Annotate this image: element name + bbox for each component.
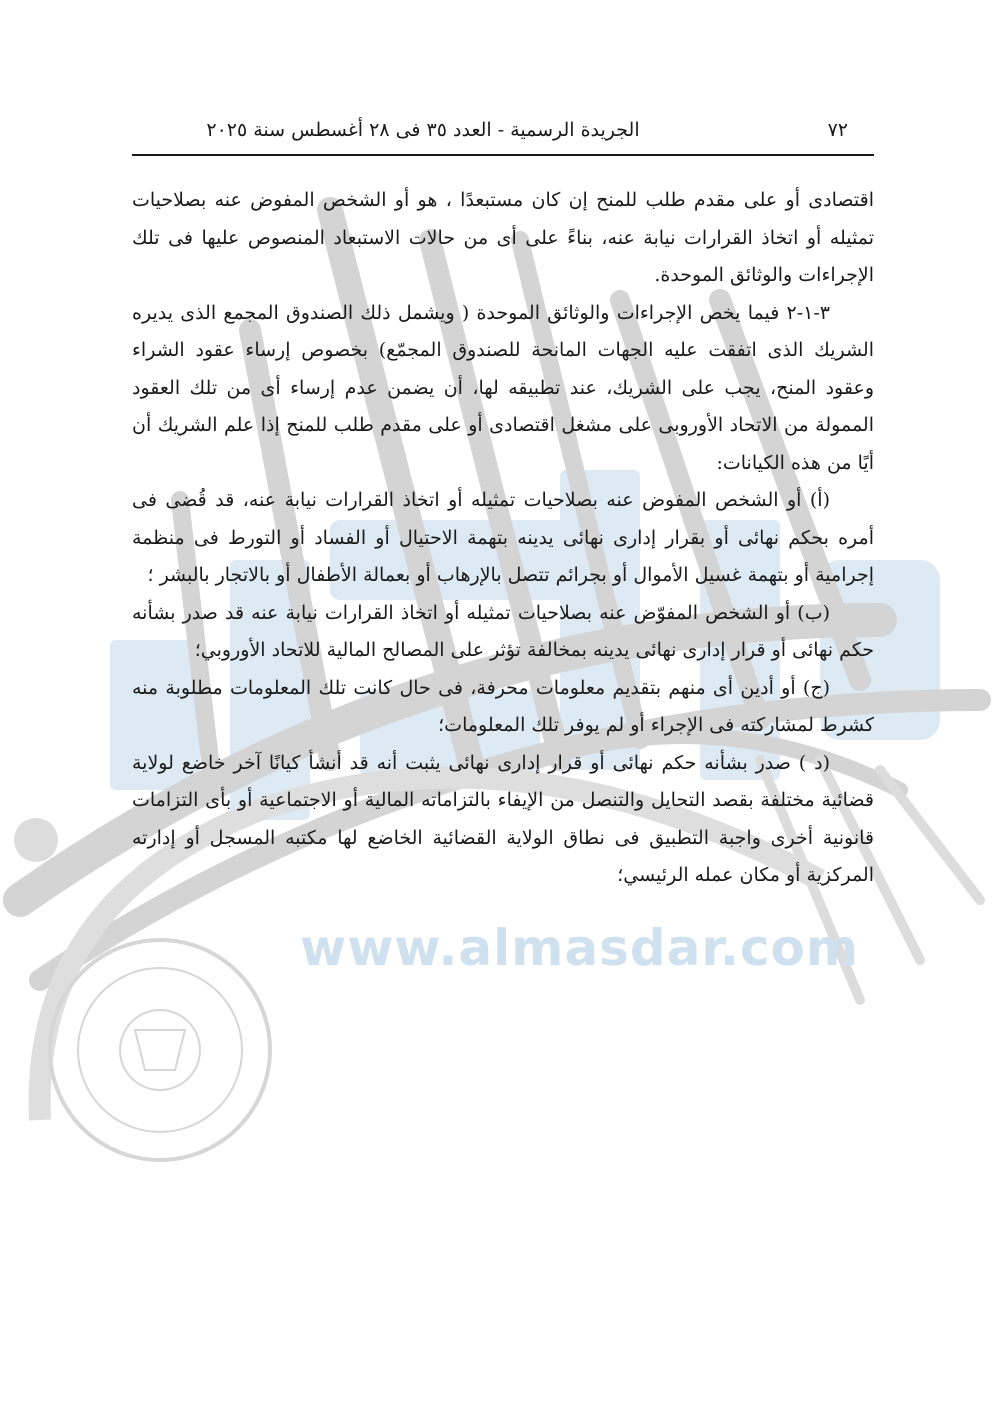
paragraph-item-d: (د ) صدر بشأنه حكم نهائى أو قرار إدارى نهائى يثبت أنه قد أنشأ كيانًا آخر خاضع لولاية قضائية مختلفة بقصد التحايل والتنصل من الإيفاء بالتزاماته المالية أو الاجتماعية أو بأى التزامات قانونية أخرى واجبة التطبيق فى نطاق الولاية القضائية الخاضع لها مكتبه المسجل أو إدارته المركزية أو مكان عمله الرئيسي؛ xyxy=(132,751,874,886)
paragraph-section-3-1-2: ٣-١-٢ فيما يخص الإجراءات والوثائق الموحدة ( ويشمل ذلك الصندوق المجمع الذى يديره الشريك الذى اتفقت عليه الجهات المانحة للصندوق المجمّع) بخصوص إرساء عقود الشراء وعقود المنح، يجب على الشريك، عند تطبيقه لها، أن يضمن عدم إرساء أى من تلك العقود الممولة من الاتحاد الأوروبى على مشغل اقتصادى أو على مقدم طلب للمنح إذا علم الشريك أن أيًا من هذه الكيانات: xyxy=(132,301,874,474)
paragraph-continuation: اقتصادى أو على مقدم طلب للمنح إن كان مستبعدًا ، هو أو الشخص المفوض عنه بصلاحيات تمثيله أو اتخاذ القرارات نيابة عنه، بناءً على أى من حالات الاستبعاد المنصوص عليها فى تلك الإجراءات والوثائق الموحدة. xyxy=(132,189,874,286)
paragraph-item-b: (ب) أو الشخص المفوّض عنه بصلاحيات تمثيله أو اتخاذ القرارات نيابة عنه قد صدر بشأنه حكم نهائى أو قرار إدارى نهائى يدينه بمخالفة تؤثر على المصالح المالية للاتحاد الأوروبي؛ xyxy=(132,601,874,661)
paragraph-item-c: (ج) أو أدين أى منهم بتقديم معلومات محرفة، فى حال كانت تلك المعلومات مطلوبة منه كشرط لمشاركته فى الإجراء أو لم يوفر تلك المعلومات؛ xyxy=(132,676,874,736)
page-header xyxy=(132,110,874,150)
document-body xyxy=(132,182,874,895)
header-rule xyxy=(132,154,874,156)
watermark-url: www.almasdar.com xyxy=(300,919,859,977)
paragraph-item-a: (أ) أو الشخص المفوض عنه بصلاحيات تمثيله أو اتخاذ القرارات نيابة عنه، قد قُضى فى أمره بحكم نهائى أو بقرار إدارى نهائى يدينه بتهمة الاحتيال أو الفساد أو التورط فى منظمة إجرامية أو بتهمة غسيل الأموال أو بجرائم تتصل بالإرهاب أو بعمالة الأطفال أو بالاتجار بالبشر ؛ xyxy=(132,489,874,586)
gazette-title: الجريدة الرسمية - العدد ٣٥ فى ٢٨ أغسطس سنة ٢٠٢٥ xyxy=(206,119,640,141)
page-number: ٧٢ xyxy=(827,119,848,141)
